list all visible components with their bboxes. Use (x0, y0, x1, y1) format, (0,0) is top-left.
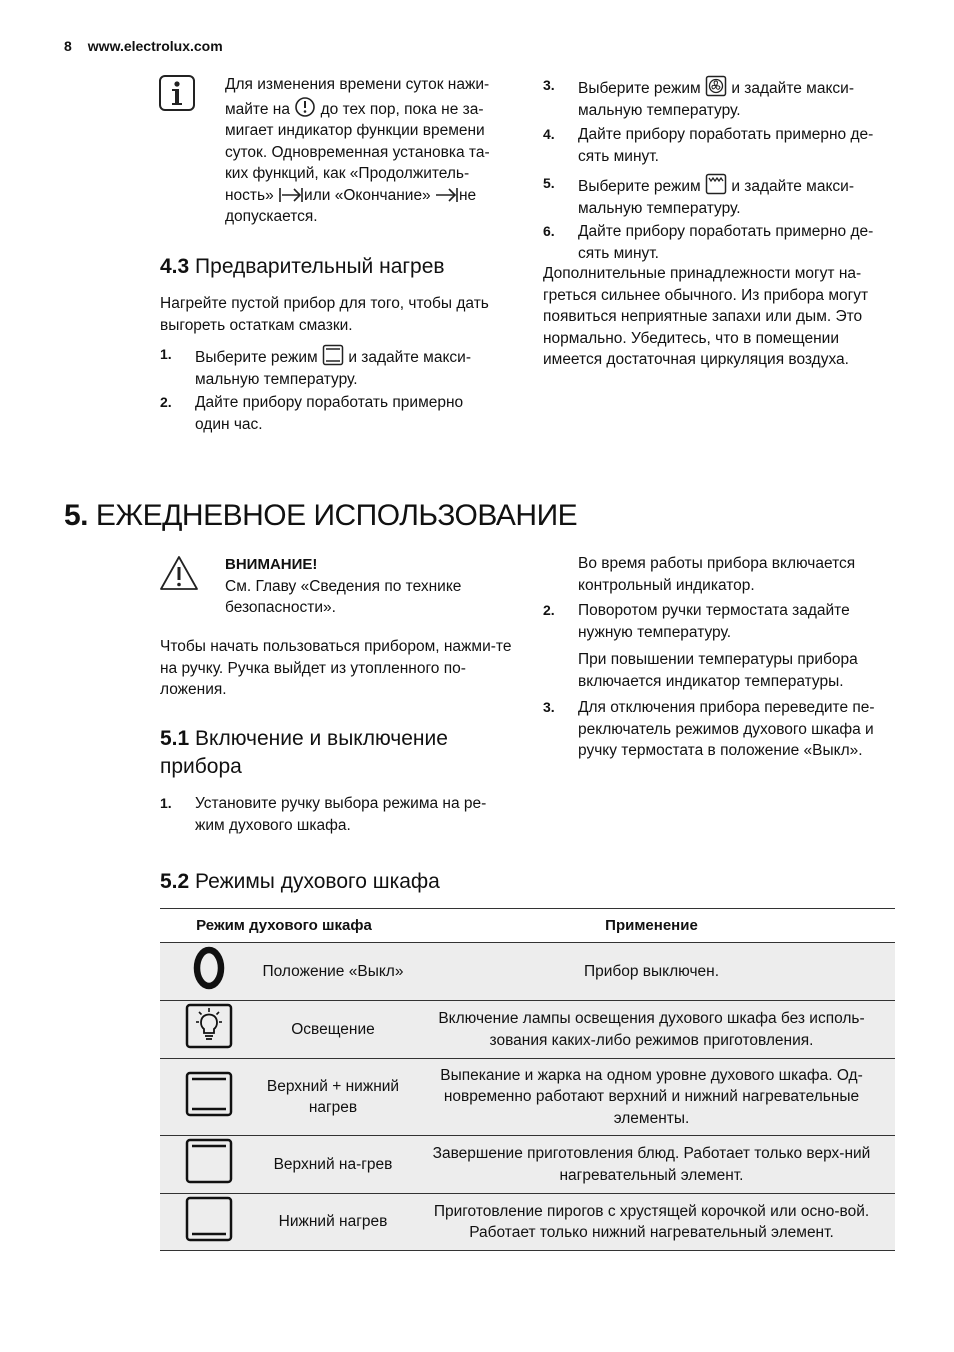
section-4-3-heading: 4.3 Предварительный нагрев (160, 255, 445, 278)
warning-icon (158, 554, 200, 592)
section-5-heading: 5. ЕЖЕДНЕВНОЕ ИСПОЛЬЗОВАНИЕ (64, 499, 578, 532)
mode-name: Освещение (258, 1001, 408, 1059)
top-heat-icon (185, 1138, 233, 1184)
info-note-text: Для изменения времени суток нажи- майте на до тех пор, пока не за- мигает индикатор функции времени суток. Одновременная установка та- ких функций, как «Продолжитель- ность» или «Окончание» не допускается. (225, 76, 490, 225)
mode-usage: Включение лампы освещения духового шкафа без исполь-зования каких-либо режимов приготовления. (408, 1001, 895, 1059)
info-icon (158, 74, 196, 112)
mode-usage: Завершение приготовления блюд. Работает только верх-ний нагревательный элемент. (408, 1136, 895, 1194)
warning-block (225, 554, 495, 619)
table-row (160, 1001, 895, 1059)
section-5-1-heading: 5.1 Включение и выключение прибора (160, 727, 448, 778)
lamp-icon (185, 1003, 233, 1049)
end-time-icon (435, 186, 459, 204)
table-header-row (160, 909, 895, 943)
bottom-heat-icon (185, 1196, 233, 1242)
mode-name: Верхний + нижний нагрев (258, 1059, 408, 1136)
preheat-step-1: 1. Выберите режим и задайте макси- мальную температуру. (160, 346, 471, 388)
switch-on-step-1: 1. Установите ручку выбора режима на ре-жим духового шкафа. (160, 795, 487, 834)
top-bottom-heat-icon (185, 1071, 233, 1117)
preheat-step-5: 5. Выберите режим и задайте макси- мальную температуру. (543, 175, 854, 217)
section-4-3-intro: Нагрейте пустой прибор для того, чтобы дать выгореть остаткам смазки. (160, 295, 489, 334)
preheat-step-6: 6. Дайте прибору поработать примерно де-сять минут. (543, 223, 874, 262)
duration-icon (278, 186, 304, 204)
mode-name: Верхний на-грев (258, 1136, 408, 1194)
warning-title: ВНИМАНИЕ! (225, 556, 318, 573)
table-row (160, 1059, 895, 1136)
table-row (160, 943, 895, 1001)
table-row (160, 1194, 895, 1251)
mode-usage: Прибор выключен. (408, 943, 895, 1001)
clock-button-icon (294, 96, 316, 118)
mode-usage: Приготовление пирогов с хрустящей корочкой или осно-вой. Работает только нижний нагревательный элемент. (408, 1194, 895, 1251)
site-url: www.electrolux.com (87, 38, 223, 54)
fan-heat-icon (705, 75, 727, 97)
preheat-step-4: 4. Дайте прибору поработать примерно де-сять минут. (543, 126, 874, 165)
switch-on-step-2: 2. Поворотом ручки термостата задайте нужную температуру. (543, 602, 850, 641)
oven-modes-table (160, 908, 895, 1251)
warning-text: См. Главу «Сведения по технике безопасности». (225, 577, 462, 616)
switch-on-step-1-cont: Во время работы прибора включается контрольный индикатор. (578, 555, 856, 594)
section-5-2-heading: 5.2 Режимы духового шкафа (160, 870, 440, 893)
off-zero-icon (191, 945, 227, 991)
switch-on-step-2-note: При повышении температуры прибора включается индикатор температуры. (578, 651, 858, 690)
section-5-intro: Чтобы начать пользоваться прибором, нажми-те на ручку. Ручка выйдет из утопленного по-ложения. (160, 638, 512, 698)
grill-icon (705, 173, 727, 195)
column-header-usage: Применение (408, 909, 895, 943)
page-header (64, 38, 239, 54)
preheat-step-3: 3. Выберите режим и задайте макси- мальную температуру. (543, 77, 854, 119)
preheat-step-2: 2. Дайте прибору поработать примерно один час. (160, 394, 464, 433)
mode-name: Положение «Выкл» (258, 943, 408, 1001)
switch-on-step-3: 3. Для отключения прибора переведите пе-реключатель режимов духового шкафа и ручку термостата в положение «Выкл». (543, 699, 875, 759)
top-bottom-heat-small-icon (322, 344, 344, 366)
page-number: 8 (64, 38, 72, 54)
column-header-mode: Режим духового шкафа (160, 909, 408, 943)
table-row (160, 1136, 895, 1194)
mode-usage: Выпекание и жарка на одном уровне духового шкафа. Од-новременно работают верхний и нижний нагревательные элементы. (408, 1059, 895, 1136)
accessories-note: Дополнительные принадлежности могут на-греться сильнее обычного. Из прибора могут появиться неприятные запахи или дым. Это нормально. Убедитесь, что в помещении имеется достаточная циркуляция воздуха. (543, 265, 869, 368)
mode-name: Нижний нагрев (258, 1194, 408, 1251)
